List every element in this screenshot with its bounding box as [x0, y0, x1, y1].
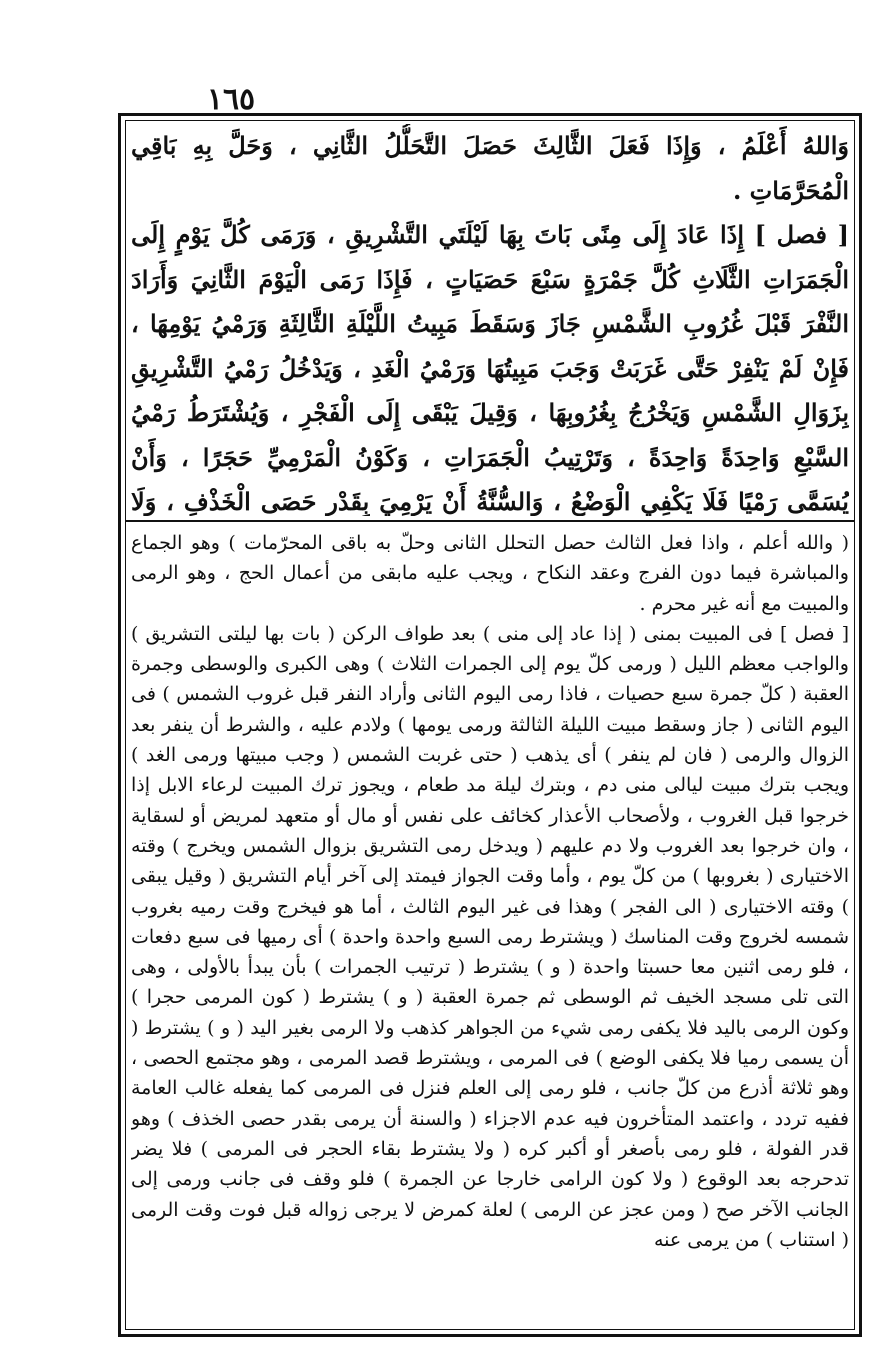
sharh-paragraph-1: ( والله أعلم ، واذا فعل الثالث حصل التحلل الثانى وحلّ به باقى المحرّمات ) وهو الجماع والمباشرة فيما دون الفرج وعقد النكاح ، ويجب عليه مابقى من أعمال الحج ، وهو الرمى والمبيت مع أنه غير محرم .: [131, 532, 849, 615]
sharh-paragraph-2: [ فصل ] فى المبيت بمنى ( إذا عاد إلى منى ) بعد طواف الركن ( بات بها ليلتى التشريق ) والواجب معظم الليل ( ورمى كلّ يوم إلى الجمرات الثلاث ) وهى الكبرى والوسطى وجمرة العقبة ( كلّ جمرة سبع حصيات ، فاذا رمى اليوم الثانى وأراد النفر قبل غروب الشمس ) فى اليوم الثانى ( جاز وسقط مبيت الليلة الثالثة ورمى يومها ) ولادم عليه ، والشرط أن ينفر بعد الزوال والرمى ( فان لم ينفر ) أى يذهب ( حتى غربت الشمس ( وجب مبيتها ورمى الغد ) ويجب بترك مبيت ليالى منى دم ، وبترك ليلة مد طعام ، ويجوز ترك المبيت لرعاء الابل إذا خرجوا قبل الغروب ، ولأصحاب الأعذار كخائف على نفس أو مال أو متعهد لمريض أو لسقاية ، وان خرجوا بعد الغروب ولا دم عليهم ( ويدخل رمى التشريق بزوال الشمس ويخرج ) وقته الاختيارى ( بغروبها ) من كلّ يوم ، وأما وقت الجواز فيمتد إلى آخر أيام التشريق ( وقيل يبقى ) وقته الاختيارى ( الى الفجر ) وهذا فى غير اليوم الثالث ، أما هو فيخرج وقت رميه بغروب شمسه لخروج وقت المناسك ( ويشترط رمى السبع واحدة واحدة ) أى رميها فى سبع دفعات ، فلو رمى اثنين معا حسبتا واحدة ( و ) يشترط ( ترتيب الجمرات ) بأن يبدأ بالأولى ، وهى التى تلى مسجد الخيف ثم الوسطى ثم جمرة العقبة ( و ) يشترط ( كون المرمى حجرا ) وكون الرمى باليد فلا يكفى رمى شيء من الجواهر كذهب ولا الرمى بغير اليد ( و ) يشترط ( أن يسمى رميا فلا يكفى الوضع ) فى المرمى ، ويشترط قصد المرمى ، وهو مجتمع الحصى ، وهو ثلاثة أذرع من كلّ جانب ، فلو رمى إلى العلم فنزل فى المرمى كما يفعله غالب العامة ففيه تردد ، واعتمد المتأخرون فيه عدم الاجزاء ( والسنة أن يرمى بقدر حصى الخذف ) وهو قدر الفولة ، فلو رمى بأصغر أو أكبر كره ( ولا يشترط بقاء الحجر فى المرمى ) فلا يضر تدحرجه بعد الوقوع ( ولا كون الرامى خارجا عن الجمرة ) فلو وقف فى جانب ورمى إلى الجانب الآخر صح ( ومن عجز عن الرمى ) لعلة كمرض لا يرجى زواله قبل فوت وقت الرمى ( استناب ) من يرمى عنه: [131, 622, 849, 1251]
matn-text-block: [131, 124, 849, 516]
matn-sharh-divider: [125, 520, 855, 522]
matn-paragraph-1: وَاللهُ أَعْلَمُ ، وَإِذَا فَعَلَ الثَّالِثَ حَصَلَ التَّحَلُّلُ الثَّانِي ، وَحَلَّ بِهِ بَاقِي الْمُحَرَّمَاتِ .: [131, 131, 849, 205]
matn-paragraph-2: [ فصل ] إِذَا عَادَ إِلَى مِنًى بَاتَ بِهَا لَيْلَتَي التَّشْرِيقِ ، وَرَمَى كُلَّ يَوْمٍ إِلَى الْجَمَرَاتِ الثَّلَاثِ كُلَّ جَمْرَةٍ سَبْعَ حَصَيَاتٍ ، فَإِذَا رَمَى الْيَوْمَ الثَّانِيَ وَأَرَادَ النَّفْرَ قَبْلَ غُرُوبِ الشَّمْسِ جَازَ وَسَقَطَ مَبِيتُ اللَّيْلَةِ الثَّالِثَةِ وَرَمْيُ يَوْمِهَا ، فَإِنْ لَمْ يَنْفِرْ حَتَّى غَرَبَتْ وَجَبَ مَبِيتُهَا وَرَمْيُ الْغَدِ ، وَيَدْخُلُ رَمْيُ التَّشْرِيقِ بِزَوَالِ الشَّمْسِ وَيَخْرُجُ بِغُرُوبِهَا ، وَقِيلَ يَبْقَى إِلَى الْفَجْرِ ، وَيُشْتَرَطُ رَمْيُ السَّبْعِ وَاحِدَةً وَاحِدَةً ، وَتَرْتِيبُ الْجَمَرَاتِ ، وَكَوْنُ الْمَرْمِيِّ حَجَرًا ، وَأَنْ يُسَمَّى رَمْيًا فَلَا يَكْفِي الْوَضْعُ ، وَالسُّنَّةُ أَنْ يَرْمِيَ بِقَدْرِ حَصَى الْخَذْفِ ، وَلَا: [131, 220, 849, 516]
page-number: ١٦٥: [206, 82, 256, 117]
sharh-text-block: [131, 528, 849, 1326]
page-frame: [118, 113, 862, 1337]
